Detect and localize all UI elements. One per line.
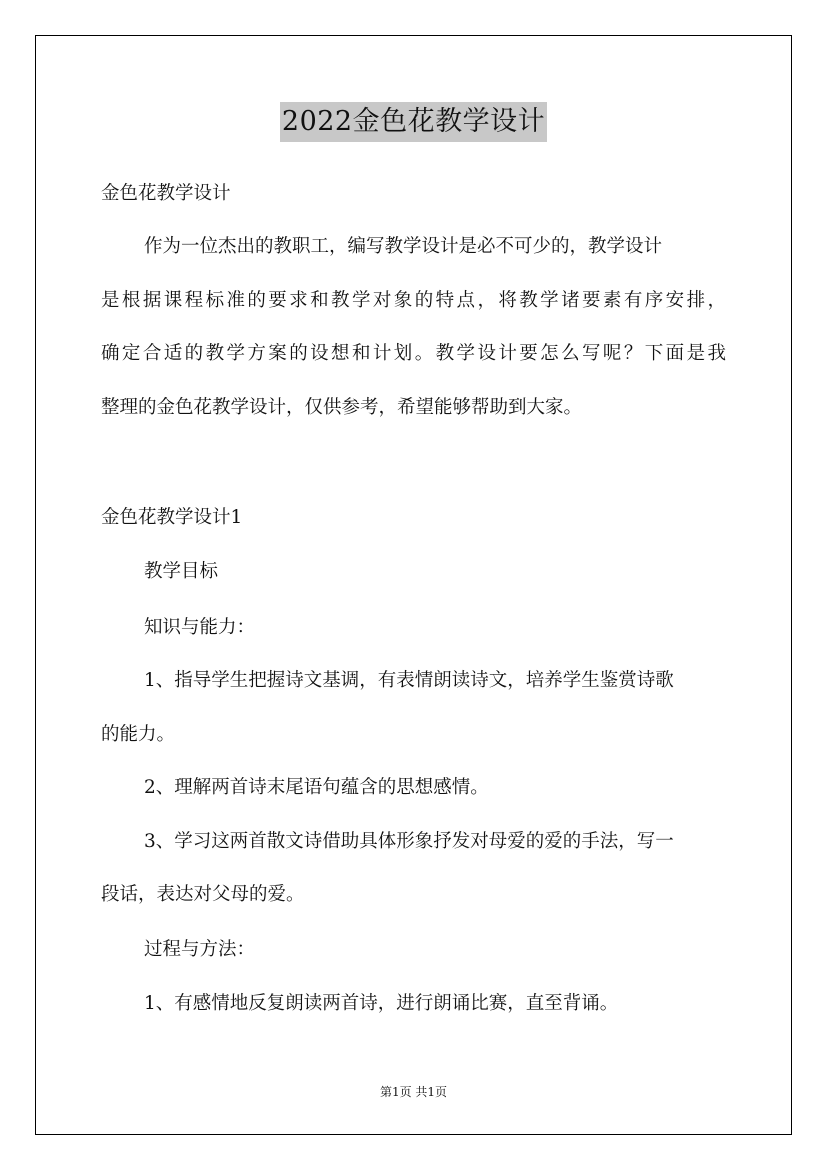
intro-paragraph-line: 是根据课程标准的要求和教学对象的特点，将教学诸要素有序安排， xyxy=(101,290,726,311)
section-heading-1: 金色花教学设计1 xyxy=(101,507,243,528)
page-footer: 第1页 共1页 xyxy=(379,1085,448,1099)
goal-item-line: 2、理解两首诗末尾语句蕴含的思想感情。 xyxy=(144,777,489,798)
goal-item-line: 的能力。 xyxy=(101,724,176,745)
goal-item-line: 段话，表达对父母的爱。 xyxy=(101,884,305,905)
subheading-teaching-goals: 教学目标 xyxy=(144,561,219,582)
subheading-knowledge-ability: 知识与能力： xyxy=(144,617,256,638)
subheading-process-method: 过程与方法： xyxy=(144,939,256,960)
intro-paragraph-line: 确定合适的教学方案的设想和计划。教学设计要怎么写呢？下面是我 xyxy=(101,343,726,364)
title-wrap xyxy=(0,102,827,142)
goal-item-line: 3、学习这两首散文诗借助具体形象抒发对母爱的爱的手法，写一 xyxy=(144,831,674,852)
intro-paragraph-line: 整理的金色花教学设计，仅供参考，希望能够帮助到大家。 xyxy=(101,397,583,418)
intro-paragraph-line: 作为一位杰出的教职工，编写教学设计是必不可少的，教学设计 xyxy=(144,236,663,257)
goal-item-line: 1、指导学生把握诗文基调，有表情朗读诗文，培养学生鉴赏诗歌 xyxy=(144,670,674,691)
document-title: 2022金色花教学设计 xyxy=(280,102,547,142)
section-heading: 金色花教学设计 xyxy=(101,183,231,204)
method-item-line: 1、有感情地反复朗读两首诗，进行朗诵比赛，直至背诵。 xyxy=(144,993,619,1014)
